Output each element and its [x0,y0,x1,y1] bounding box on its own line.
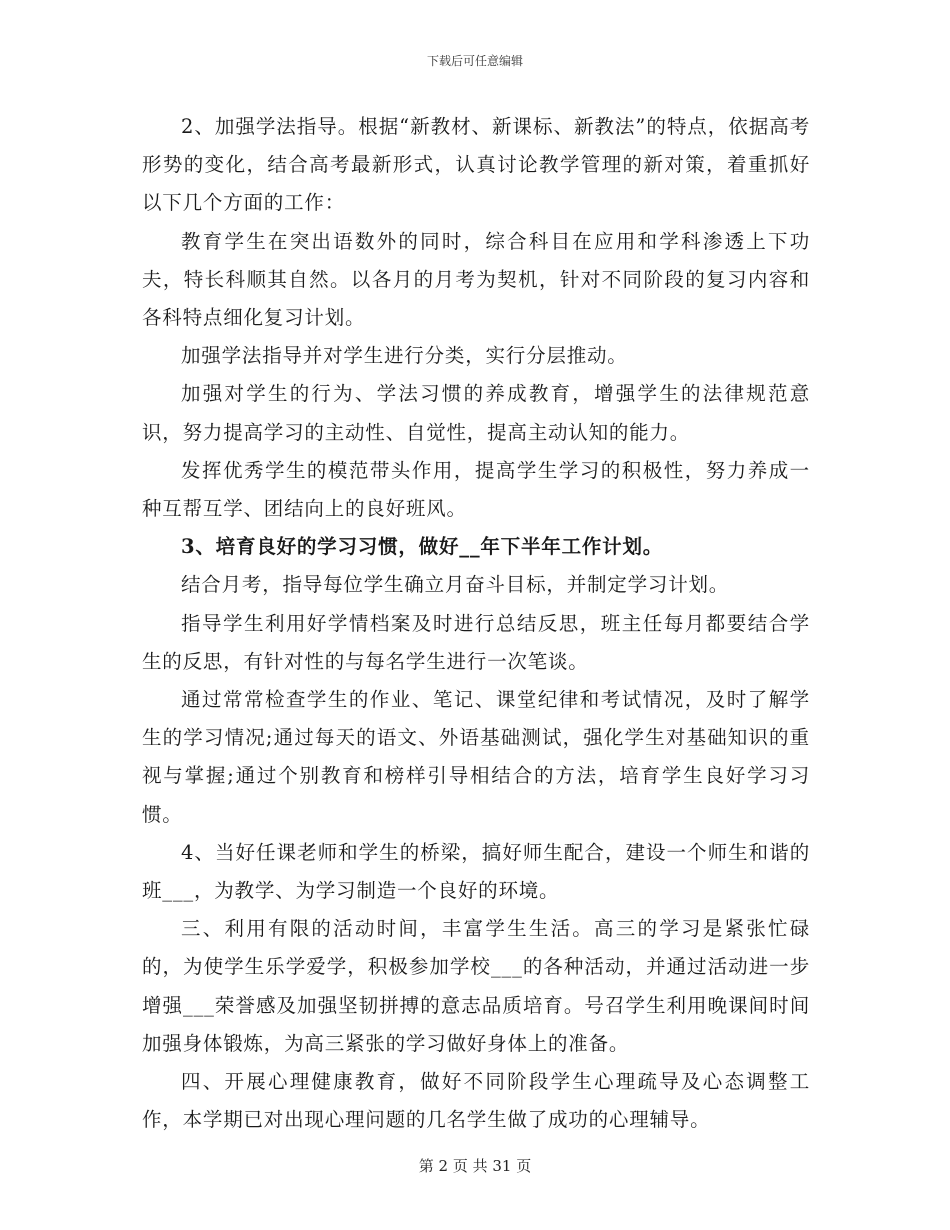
paragraph-layered-guidance: 加强学法指导并对学生进行分类，实行分层推动。 [181,344,628,368]
paragraph-checking: 通过常常检查学生的作业、笔记、课堂纪律和考试情况，及时了解学生的学习情况;通过每天的语文、外语基础测试，强化学生对基础知识的重视与掌握;通过个别教育和榜样引导相结合的方法，培育学生良好学习习惯。 [142,688,810,826]
paragraph-heading-study-habits: 3、培育良好的学习习惯，做好__年下半年工作计划。 [181,535,664,559]
paragraph-reflection: 指导学生利用好学情档案及时进行总结反思，班主任每月都要结合学生的反思，有针对性的与每名学生进行一次笔谈。 [142,611,810,673]
paragraph-study-method: 2、加强学法指导。根据“新教材、新课标、新教法”的特点，依据高考形势的变化，结合高考最新形式，认真讨论教学管理的新对策，着重抓好以下几个方面的工作： [142,115,810,215]
paragraph-activities: 三、利用有限的活动时间，丰富学生生活。高三的学习是紧张忙碌的，为使学生乐学爱学，积极参加学校___的各种活动，并通过活动进一步增强___荣誉感及加强坚韧拼搏的意志品质培育。号召学生利用晚课间时间加强身体锻炼，为高三紧张的学习做好身体上的准备。 [142,917,810,1055]
paragraph-core-subjects: 教育学生在突出语数外的同时，综合科目在应用和学科渗透上下功夫，特长科顺其自然。以各月的月考为契机，针对不同阶段的复习内容和各科特点细化复习计划。 [142,229,810,330]
paragraph-teacher-bridge: 4、当好任课老师和学生的桥梁，搞好师生配合，建设一个师生和谐的班___，为教学、为学习制造一个良好的环境。 [142,840,810,903]
document-body [142,108,810,1139]
page-number: 第 2 页 共 31 页 [418,1157,532,1175]
page-header: 下载后可任意编辑 [426,54,523,68]
paragraph-role-models: 发挥优秀学生的模范带头作用，提高学生学习的积极性，努力养成一种互帮互学、团结向上的良好班风。 [142,458,810,521]
paragraph-monthly-goals: 结合月考，指导每位学生确立月奋斗目标，并制定学习计划。 [181,573,730,597]
paragraph-mental-health: 四、开展心理健康教育，做好不同阶段学生心理疏导及心态调整工作，本学期已对出现心理问题的几名学生做了成功的心理辅导。 [142,1070,810,1132]
paragraph-habit-education: 加强对学生的行为、学法习惯的养成教育，增强学生的法律规范意识，努力提高学习的主动性、自觉性，提高主动认知的能力。 [142,382,810,444]
